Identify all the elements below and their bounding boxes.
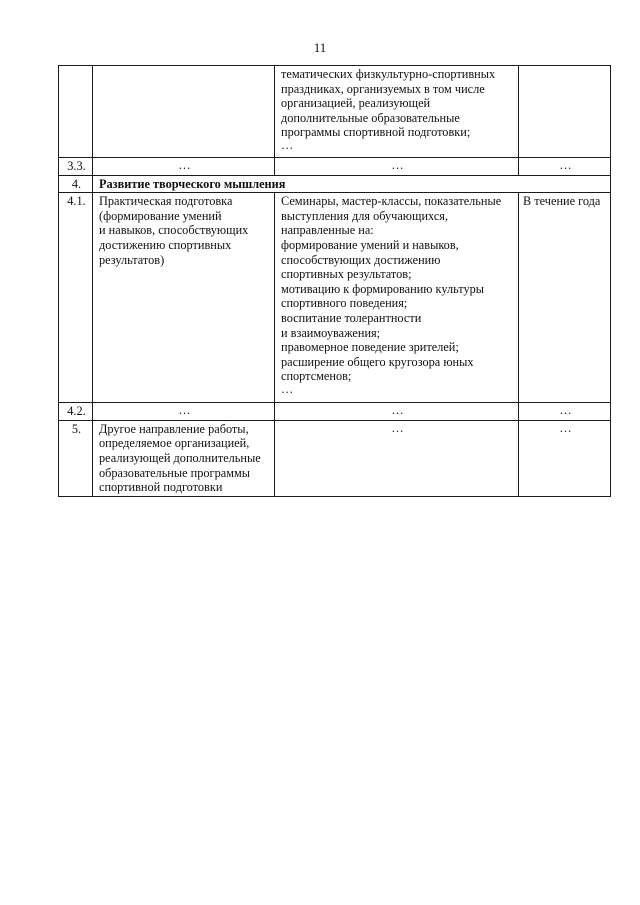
content-cell: … (275, 420, 519, 496)
name-line: реализующей дополнительные (99, 450, 261, 465)
name-line: (формирование умений (99, 208, 222, 223)
term-cell (519, 66, 611, 158)
term-cell: … (519, 403, 611, 421)
content-line: спортивных результатов; (281, 267, 412, 282)
content-line: организацией, реализующей (281, 96, 431, 111)
content-line: спортивного поведения; (281, 296, 408, 311)
row-number-cell: 4.2. (59, 403, 93, 421)
content-line: Семинары, мастер-классы, показательные (281, 194, 502, 209)
content-line: … (281, 381, 294, 396)
name-line: Другое направление работы, (99, 421, 249, 436)
content-cell: … (275, 158, 519, 176)
table-row (59, 158, 611, 176)
content-line: правомерное поведение зрителей; (281, 340, 459, 355)
content-line: воспитание толерантности (281, 310, 422, 325)
name-line: результатов) (99, 252, 165, 267)
table-row (59, 66, 611, 158)
row-number-cell: 3.3. (59, 158, 93, 176)
section-name-cell (93, 66, 275, 158)
content-line: … (281, 137, 294, 152)
section-name-cell (93, 420, 275, 496)
row-number-cell: 5. (59, 420, 93, 496)
row-number-cell: 4. (59, 175, 93, 193)
section-name-cell (93, 193, 275, 403)
content-cell (275, 193, 519, 403)
term-cell: … (519, 158, 611, 176)
name-line: образовательные программы (99, 465, 251, 480)
table-row (59, 403, 611, 421)
content-line: мотивацию к формированию культуры (281, 281, 485, 296)
table-row (59, 420, 611, 496)
section-name-cell: … (93, 158, 275, 176)
content-line: программы спортивной подготовки; (281, 125, 471, 140)
content-cell: … (275, 403, 519, 421)
term-cell: В течение года (519, 193, 611, 403)
row-number-cell (59, 66, 93, 158)
content-line: дополнительные образовательные (281, 110, 460, 125)
name-line: спортивной подготовки (99, 480, 223, 495)
table-row (59, 193, 611, 403)
content-cell (275, 66, 519, 158)
row-number-cell: 4.1. (59, 193, 93, 403)
name-line: достижению спортивных (99, 237, 232, 252)
content-line: спортсменов; (281, 369, 352, 384)
name-line: Практическая подготовка (99, 194, 233, 209)
content-line: способствующих достижению (281, 252, 441, 267)
content-line: выступления для обучающихся, (281, 208, 449, 223)
content-line: расширение общего кругозора юных (281, 354, 474, 369)
content-line: и взаимоуважения; (281, 325, 381, 340)
content-line: направленные на: (281, 223, 374, 238)
name-line: определяемое организацией, (99, 436, 250, 451)
name-line: и навыков, способствующих (99, 223, 249, 238)
activities-table (58, 65, 611, 497)
section-name-cell: … (93, 403, 275, 421)
content-line: праздниках, организуемых в том числе (281, 81, 485, 96)
term-cell: … (519, 420, 611, 496)
page-number: 11 (313, 40, 327, 55)
table-row (59, 175, 611, 193)
section-title-cell: Развитие творческого мышления (93, 175, 611, 193)
content-line: тематических физкультурно-спортивных (281, 67, 496, 81)
content-line: формирование умений и навыков, (281, 237, 459, 252)
